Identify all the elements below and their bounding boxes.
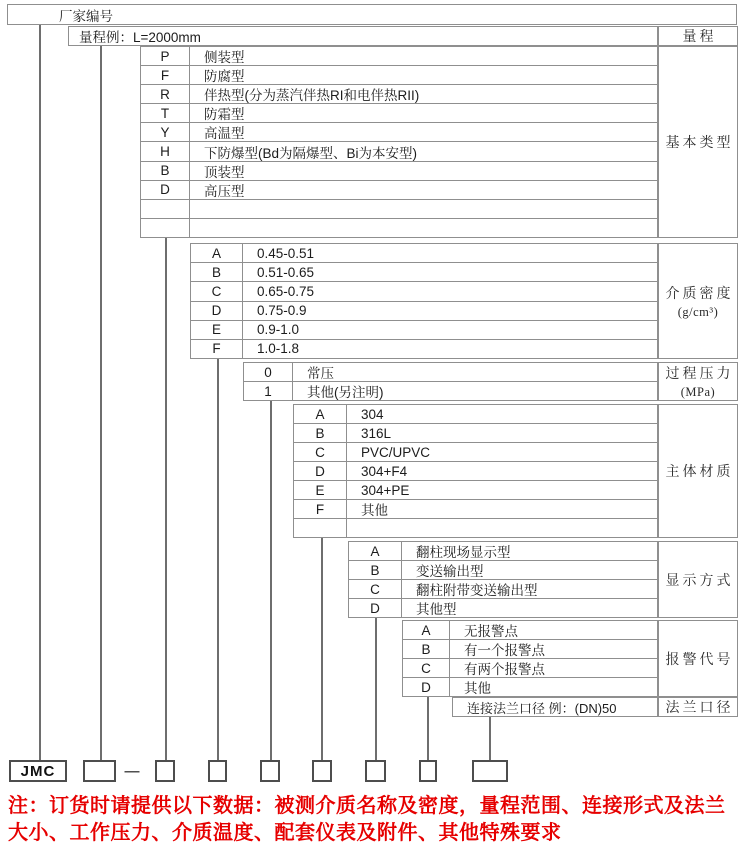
section-label-text: 主体材质 — [665, 465, 734, 480]
option-desc: 316L — [361, 425, 392, 441]
model-code-box-6 — [365, 760, 386, 782]
option-desc: 304+F4 — [361, 463, 408, 479]
section-label-medium-density — [658, 243, 738, 359]
model-code-box-8 — [472, 760, 508, 782]
section-label-unit: (g/cm³) — [677, 304, 719, 319]
option-code: 0 — [244, 363, 293, 381]
section-display-mode — [348, 541, 658, 618]
option-desc: 高温型 — [204, 126, 245, 142]
option-desc: 其他 — [464, 681, 491, 696]
option-row — [191, 244, 657, 262]
option-desc — [190, 200, 657, 218]
option-row — [403, 658, 657, 677]
option-code: B — [294, 424, 347, 442]
option-desc: PVC/UPVC — [361, 444, 431, 460]
option-desc: 常压 — [307, 366, 334, 381]
section-label-alarm-code — [658, 620, 738, 697]
option-desc: 1.0-1.8 — [257, 341, 300, 357]
option-code: B — [141, 162, 190, 180]
option-desc: 伴热型(分为蒸汽伴热RI和电伴热RII) — [204, 88, 420, 104]
connector-line — [427, 697, 429, 760]
option-desc: 侧装型 — [204, 50, 245, 66]
option-code: D — [191, 302, 243, 320]
model-prefix-box: JMC — [9, 760, 67, 782]
option-desc: 变送输出型 — [416, 564, 484, 579]
option-code: R — [141, 85, 190, 103]
option-row — [294, 518, 657, 537]
option-row — [191, 320, 657, 339]
option-row — [141, 141, 657, 160]
option-row — [191, 301, 657, 320]
option-row — [349, 579, 657, 598]
option-row — [141, 122, 657, 141]
option-desc: 304 — [361, 406, 384, 422]
connector-line — [321, 538, 323, 760]
range-example-row — [68, 26, 658, 46]
option-row — [141, 84, 657, 103]
option-code: 1 — [244, 382, 293, 400]
option-desc: 0.65-0.75 — [257, 283, 315, 299]
option-code: Y — [141, 123, 190, 141]
flange-size-text: 连接法兰口径 例：(DN)50 — [467, 700, 617, 716]
model-code-separator: — — [124, 762, 140, 780]
option-code: P — [141, 47, 190, 65]
option-row — [244, 381, 657, 400]
option-code: C — [403, 659, 450, 677]
option-row — [403, 639, 657, 658]
section-basic-type — [140, 46, 658, 238]
option-code: A — [403, 621, 450, 639]
option-desc: 0.51-0.65 — [257, 264, 315, 280]
option-code: D — [294, 462, 347, 480]
section-label-body-material — [658, 404, 738, 538]
model-code-box-2 — [155, 760, 175, 782]
section-label-text: 显示方式 — [665, 573, 734, 589]
connector-line — [165, 238, 167, 760]
option-row — [141, 161, 657, 180]
option-code: T — [141, 104, 190, 122]
option-desc: 其他型 — [416, 602, 457, 617]
option-code: D — [141, 181, 190, 199]
option-desc: 0.45-0.51 — [257, 245, 315, 261]
connector-line — [270, 401, 272, 760]
model-code-box-1 — [83, 760, 116, 782]
option-row — [294, 442, 657, 461]
option-row — [191, 262, 657, 281]
option-desc: 0.9-1.0 — [257, 322, 300, 338]
option-desc: 防霜型 — [204, 107, 245, 123]
option-row — [141, 199, 657, 218]
option-code: D — [349, 599, 402, 617]
connector-line — [39, 25, 41, 760]
option-code: C — [191, 282, 243, 300]
section-label-unit: (MPa) — [680, 385, 716, 399]
section-label-text: 基本类型 — [665, 136, 734, 151]
label-flange-size-text: 法兰口径 — [665, 701, 734, 716]
manufacturer-code-label: 厂家编号 — [59, 8, 113, 24]
manufacturer-code-row — [7, 4, 737, 25]
option-code: C — [349, 580, 402, 598]
flange-size-row — [452, 697, 658, 717]
option-code: E — [191, 321, 243, 339]
connector-line — [375, 618, 377, 760]
connector-line — [489, 717, 491, 760]
option-desc: 0.75-0.9 — [257, 303, 307, 319]
model-code-box-4 — [260, 760, 280, 782]
option-row — [294, 423, 657, 442]
option-row — [403, 621, 657, 639]
model-code-box-5 — [312, 760, 332, 782]
option-desc: 有一个报警点 — [464, 643, 545, 658]
option-desc: 顶装型 — [204, 164, 245, 180]
option-row — [244, 363, 657, 381]
option-code: B — [191, 263, 243, 281]
option-code: F — [191, 340, 243, 358]
section-label-text: 报警代号 — [665, 652, 734, 668]
order-note-line1: 注：订货时请提供以下数据：被测介质名称及密度，量程范围、连接形式及法兰 — [8, 795, 726, 817]
option-row — [349, 598, 657, 617]
option-row — [191, 339, 657, 358]
label-flange-size — [658, 697, 738, 717]
connector-line — [100, 46, 102, 760]
option-code: F — [294, 500, 347, 518]
option-desc: 翻柱现场显示型 — [416, 545, 511, 560]
section-alarm-code — [402, 620, 658, 697]
option-row — [294, 405, 657, 423]
option-row — [403, 677, 657, 696]
option-code: D — [403, 678, 450, 696]
section-label-text: 过程压力 — [665, 367, 734, 382]
option-row — [141, 47, 657, 65]
section-label-process-pressure — [658, 362, 738, 401]
option-code: A — [294, 405, 347, 423]
option-code: B — [349, 561, 402, 579]
section-medium-density — [190, 243, 658, 359]
section-body-material — [293, 404, 658, 538]
option-desc: 其他(另注明) — [307, 385, 384, 400]
section-label-basic-type — [658, 46, 738, 238]
range-example-text: 量程例：L=2000mm — [79, 30, 201, 45]
option-row — [294, 499, 657, 518]
option-code: C — [294, 443, 347, 461]
option-row — [349, 560, 657, 579]
option-desc: 304+PE — [361, 482, 410, 498]
option-row — [141, 65, 657, 84]
section-label-text: 介质密度 — [665, 286, 734, 302]
option-code: A — [349, 542, 402, 560]
option-code: F — [141, 66, 190, 84]
option-desc: 有两个报警点 — [464, 662, 545, 677]
option-desc — [347, 519, 657, 537]
option-code: B — [403, 640, 450, 658]
option-row — [141, 180, 657, 199]
connector-line — [217, 359, 219, 760]
option-code — [141, 219, 190, 237]
option-code — [294, 519, 347, 537]
section-label-display-mode — [658, 541, 738, 618]
option-desc: 下防爆型(Bd为隔爆型、Bi为本安型) — [204, 145, 418, 161]
section-process-pressure — [243, 362, 658, 401]
option-code: E — [294, 481, 347, 499]
option-code: A — [191, 244, 243, 262]
option-row — [141, 103, 657, 122]
option-desc: 无报警点 — [464, 624, 518, 639]
option-desc: 防腐型 — [204, 69, 245, 85]
model-code-box-3 — [208, 760, 227, 782]
option-desc — [190, 219, 657, 237]
label-range — [658, 26, 738, 46]
label-range-text: 量程 — [682, 30, 717, 45]
option-code — [141, 200, 190, 218]
order-note-line2: 大小、工作压力、介质温度、配套仪表及附件、其他特殊要求 — [8, 821, 562, 844]
order-note — [8, 793, 750, 845]
option-row — [141, 218, 657, 237]
option-row — [294, 461, 657, 480]
option-desc: 高压型 — [204, 183, 245, 199]
option-row — [349, 542, 657, 560]
option-row — [294, 480, 657, 499]
option-desc: 翻柱附带变送输出型 — [416, 583, 538, 598]
option-desc: 其他 — [361, 503, 388, 518]
model-code-box-7 — [419, 760, 437, 782]
option-code: H — [141, 142, 190, 160]
option-row — [191, 281, 657, 300]
